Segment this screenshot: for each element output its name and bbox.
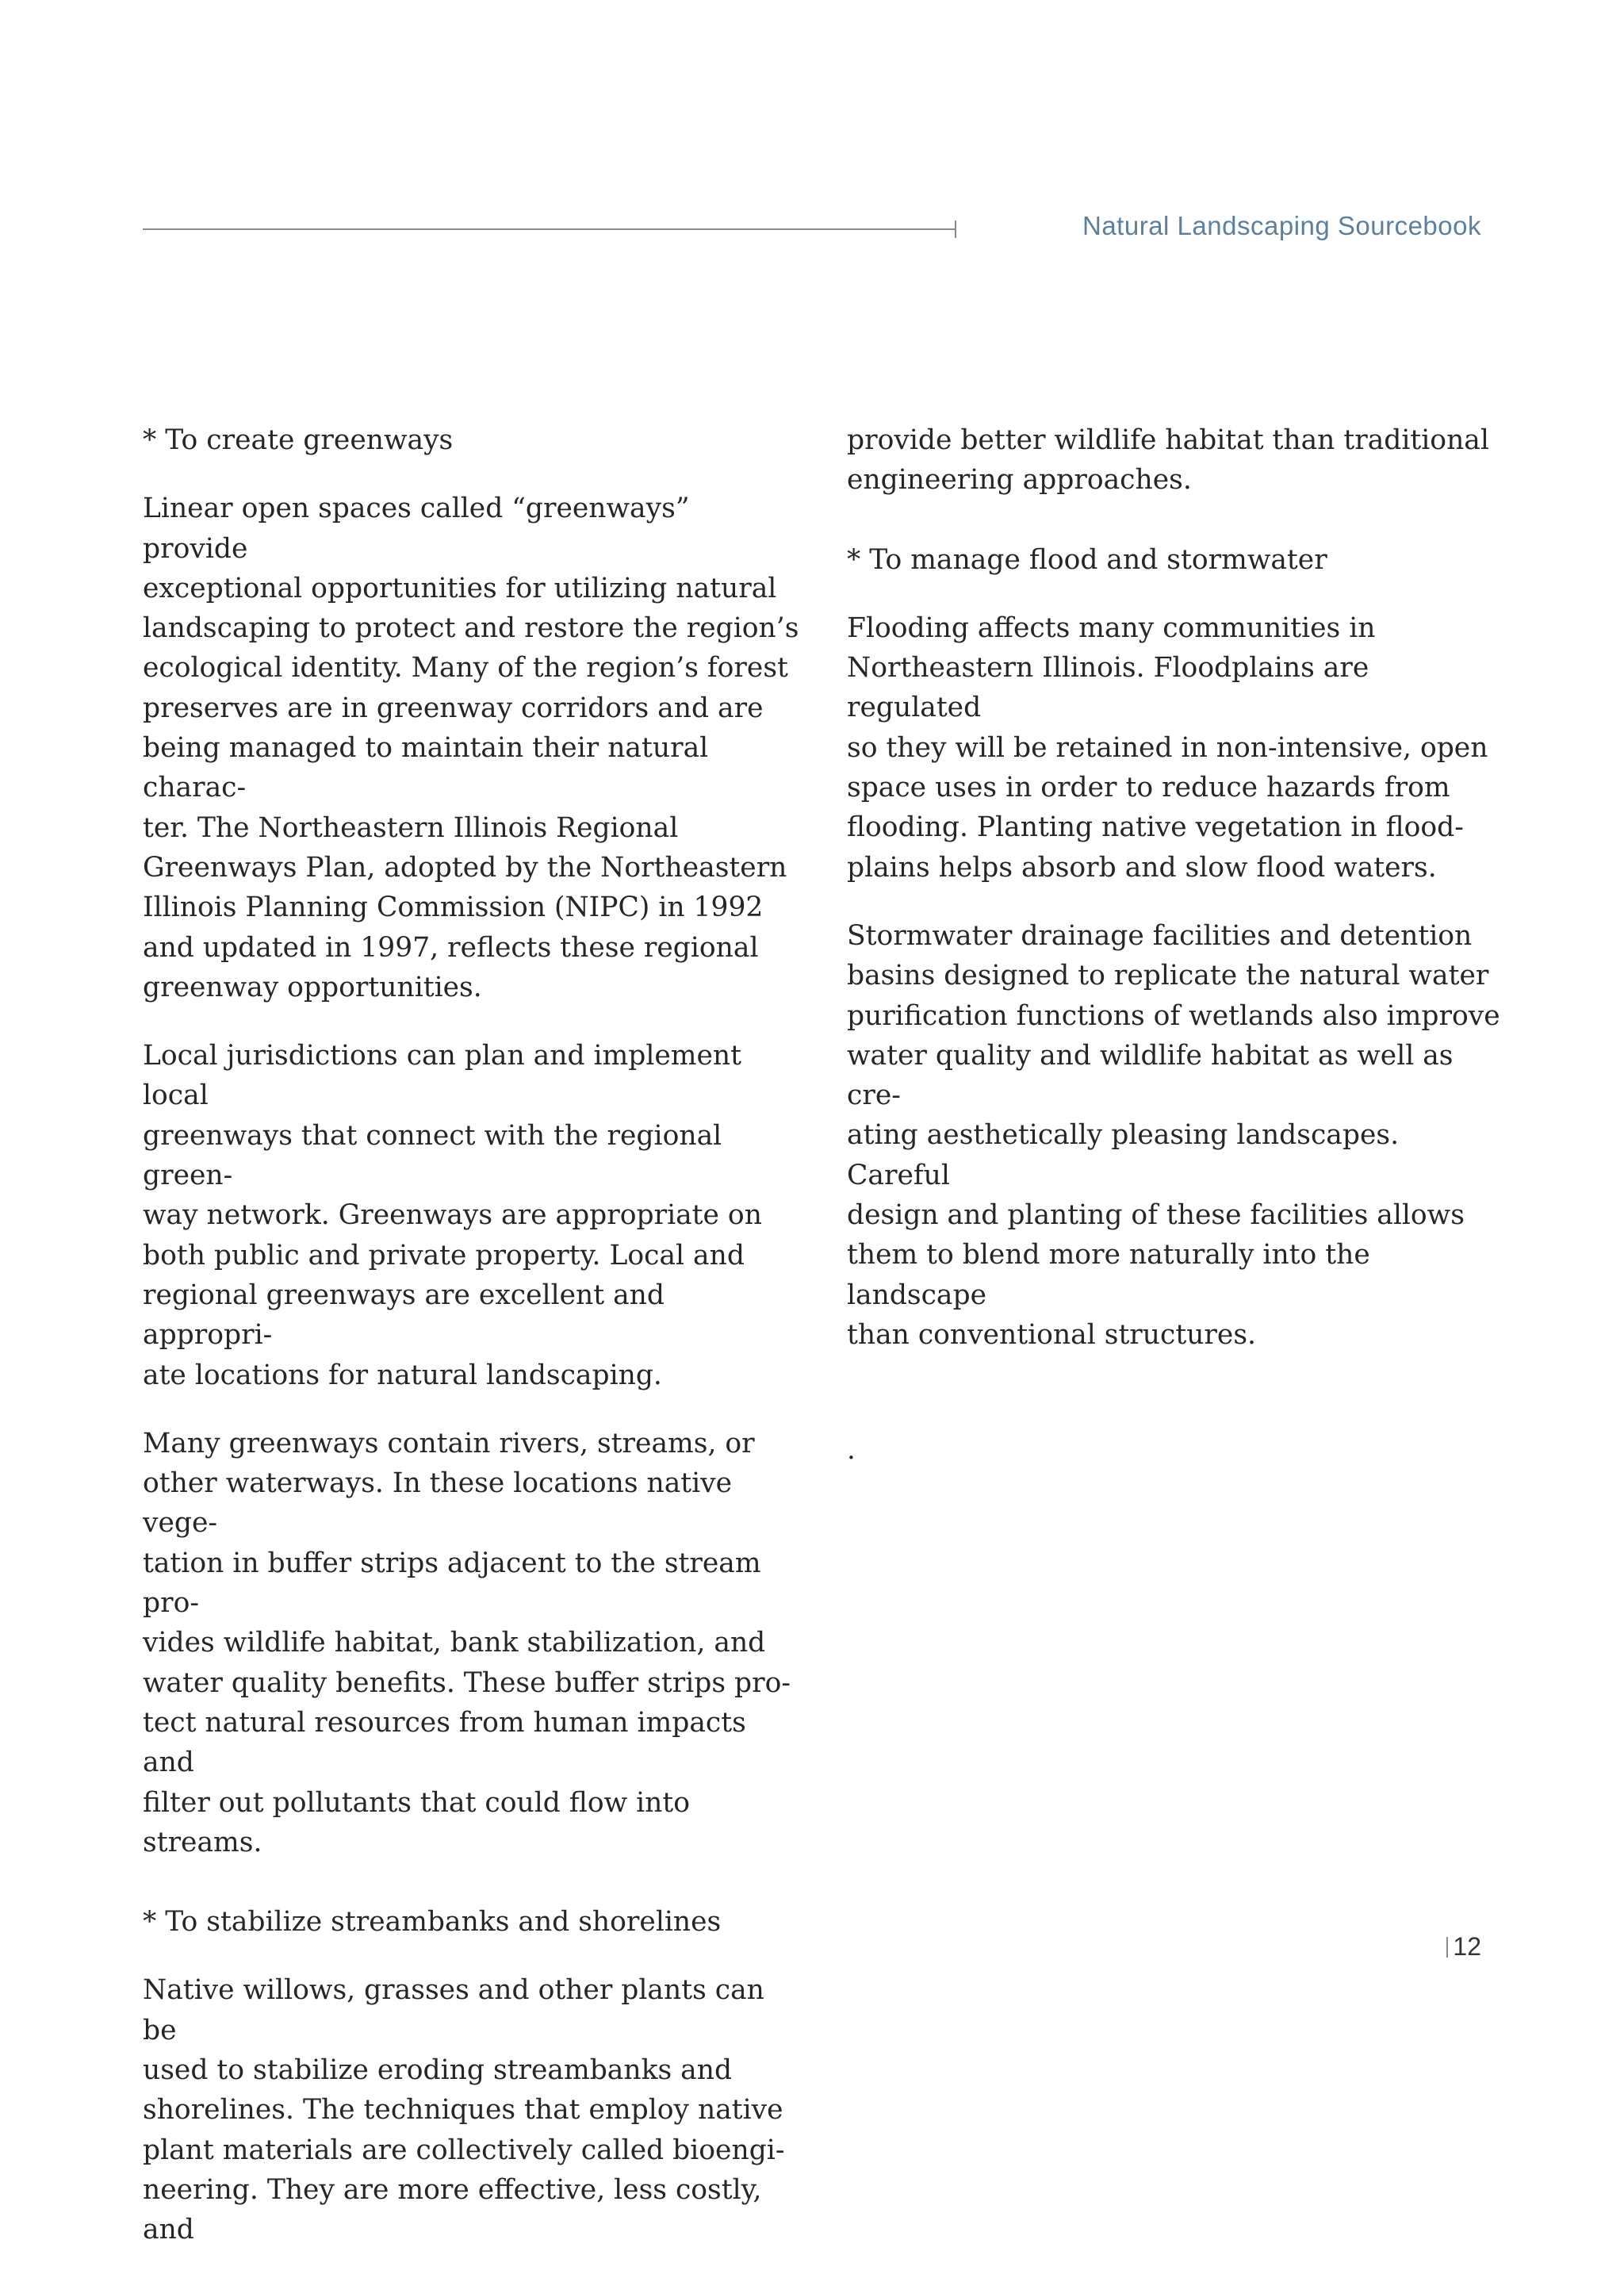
- header-rule-end-tick: [955, 221, 956, 238]
- section-heading-streambanks: * To stabilize streambanks and shorelines: [143, 1906, 722, 1939]
- paragraph-bioengineering-continued: provide better wildlife habitat than traditional engineering approaches.: [847, 424, 1489, 497]
- right-column: [847, 420, 1505, 1383]
- paragraph-local-greenways: Local jurisdictions can plan and implement local greenways that connect with the regional green- way network. Greenways are appropriate on both public and private property. Local and regional greenways are excellent and appropri- ate locations for natural landscaping.: [143, 1040, 762, 1391]
- section-heading-flood: * To manage flood and stormwater: [847, 543, 1327, 576]
- left-column: [143, 420, 801, 2278]
- paragraph-bioengineering: Native willows, grasses and other plants can be used to stabilize eroding streambanks and shorelines. The techniques that employ native plant materials are collectively called bioengi- neering. They are more effective, less costly, and: [143, 1974, 785, 2246]
- page-number-value: 12: [1453, 1932, 1481, 1961]
- paragraph-greenways-intro: Linear open spaces called “greenways” provide exceptional opportunities for utilizing natural landscaping to protect and restore the region’s ecological identity. Many of the region’s forest preserves are in greenway corridors and are being managed to maintain their natural charac- ter. The Northeastern Illinois Regional Greenways Plan, adopted by the Northeastern Illinois Planning Commission (NIPC) in 1992 and updated in 1997, reflects these regional greenway opportunities.: [143, 493, 799, 1003]
- page-number: [1446, 1932, 1481, 1962]
- paragraph-stormwater: Stormwater drainage facilities and detention basins designed to replicate the natural water purification functions of wetlands also improve water quality and wildlife habitat as well as cre- ating aesthetically pleasing landscapes. Careful design and planting of these facilities allows them to blend more naturally into the landscape than conventional structures.: [847, 919, 1500, 1351]
- paragraph-flooding: Flooding affects many communities in Northeastern Illinois. Floodplains are regulated so they will be retained in non-intensive, open space uses in order to reduce hazards from flooding. Planting native vegetation in flood- plains helps absorb and slow flood waters.: [847, 612, 1488, 884]
- paragraph-waterways: Many greenways contain rivers, streams, or other waterways. In these locations native vege- tation in buffer strips adjacent to the stream pro- vides wildlife habitat, bank stabilization, and water quality benefits. These buffer strips pro- tect natural resources from human impacts and filter out pollutants that could flow into streams.: [143, 1427, 791, 1858]
- page-number-divider: [1446, 1937, 1448, 1958]
- stray-period-mark: .: [847, 1434, 856, 1466]
- header-rule: [143, 228, 956, 230]
- running-header-title: Natural Landscaping Sourcebook: [1082, 211, 1481, 240]
- section-heading-greenways: * To create greenways: [143, 424, 454, 456]
